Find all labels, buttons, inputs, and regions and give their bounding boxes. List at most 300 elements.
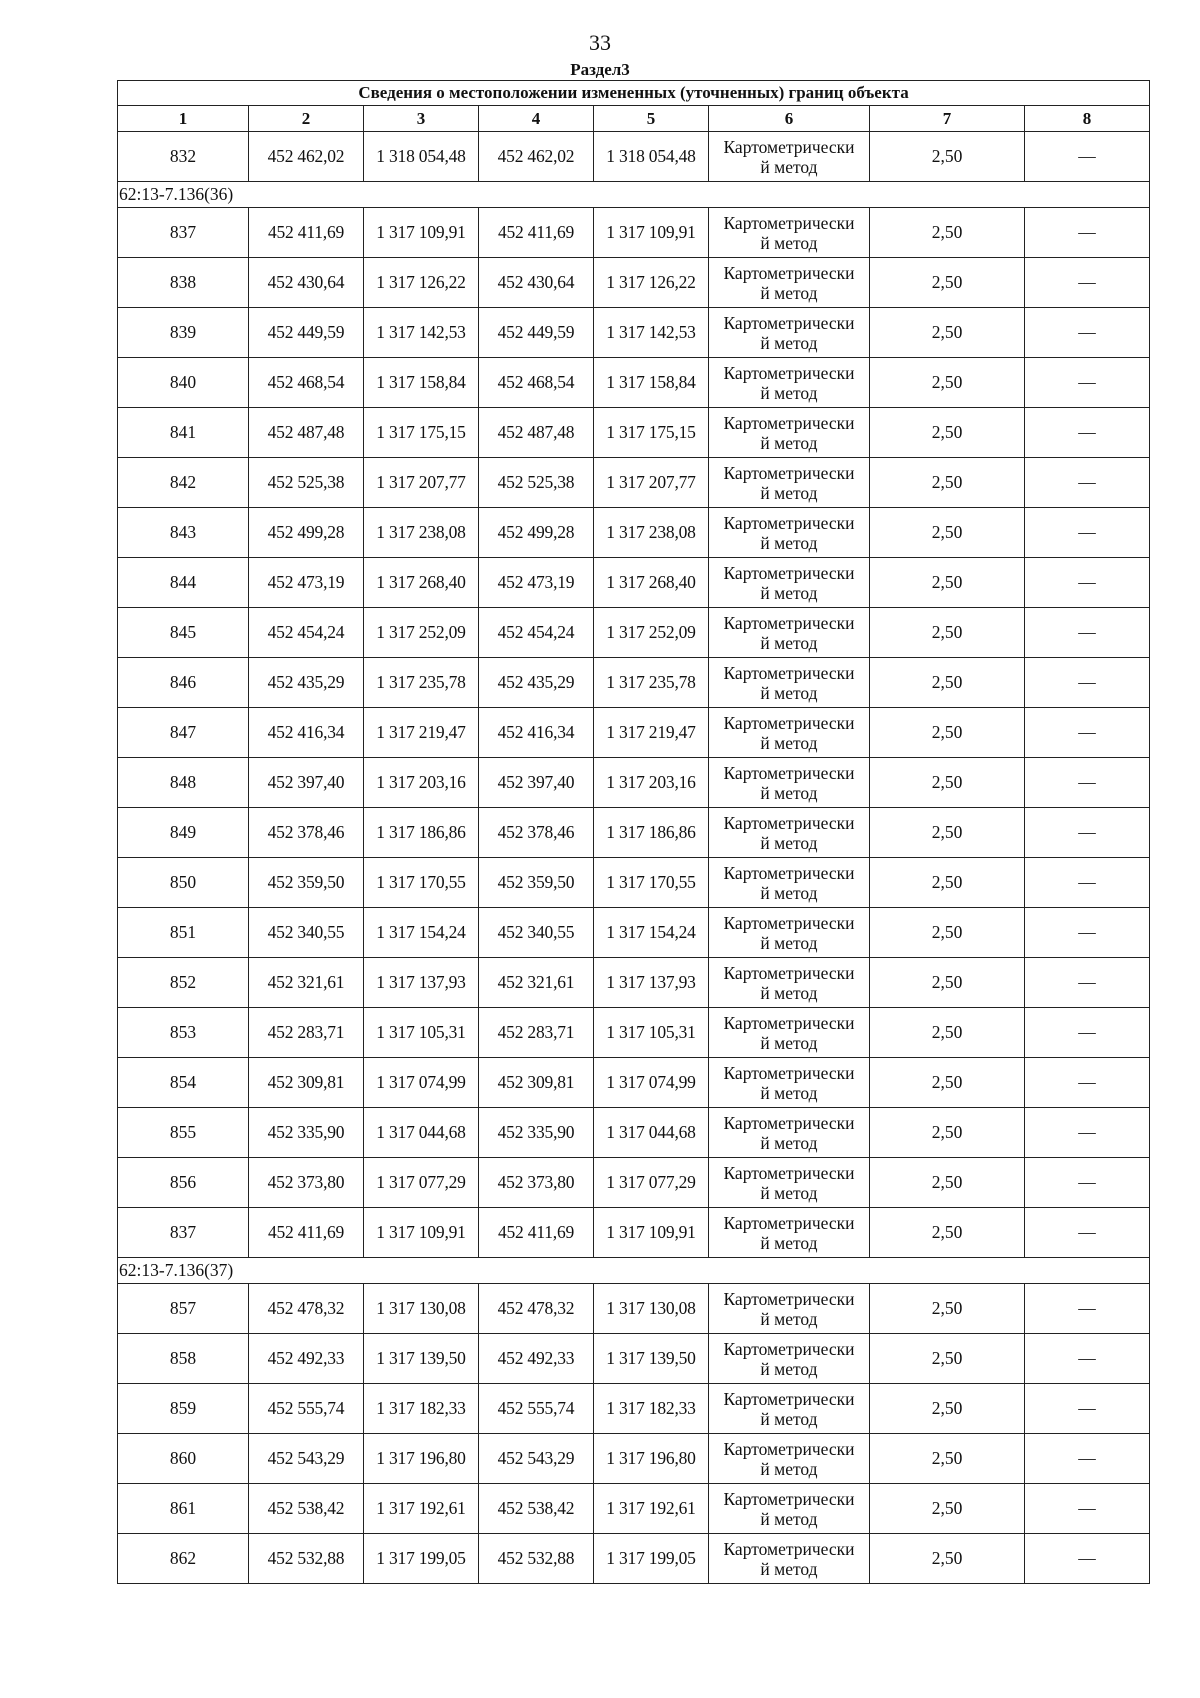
method-line: й метод: [760, 332, 818, 353]
method-line: Картометрически: [723, 312, 855, 333]
existing-y-cell: 1 317 196,80: [364, 1434, 479, 1484]
method-line: Картометрически: [723, 762, 855, 783]
description-cell: —: [1025, 1284, 1150, 1334]
existing-x-cell: 452 532,88: [249, 1534, 364, 1584]
existing-y-cell: 1 317 077,29: [364, 1158, 479, 1208]
existing-x-cell: 452 478,32: [249, 1284, 364, 1334]
table-row: [118, 1334, 1150, 1384]
method-line: Картометрически: [723, 212, 855, 233]
method-line: Картометрически: [723, 712, 855, 733]
method-cell: [709, 132, 870, 182]
table-row: [118, 1484, 1150, 1534]
description-cell: —: [1025, 408, 1150, 458]
refined-y-cell: 1 317 175,15: [594, 408, 709, 458]
table-row: [118, 208, 1150, 258]
table-row: [118, 132, 1150, 182]
table-row: [118, 258, 1150, 308]
description-cell: —: [1025, 1534, 1150, 1584]
method-line: й метод: [760, 432, 818, 453]
method-cell: [709, 658, 870, 708]
table-row: [118, 958, 1150, 1008]
method-cell: [709, 1334, 870, 1384]
method-line: Картометрически: [723, 962, 855, 983]
table-row: [118, 358, 1150, 408]
refined-x-cell: 452 397,40: [479, 758, 594, 808]
table-row: [118, 1108, 1150, 1158]
existing-y-cell: 1 317 235,78: [364, 658, 479, 708]
point-number-cell: 847: [118, 708, 249, 758]
refined-x-cell: 452 373,80: [479, 1158, 594, 1208]
method-line: Картометрически: [723, 912, 855, 933]
description-cell: —: [1025, 1158, 1150, 1208]
accuracy-cell: 2,50: [870, 958, 1025, 1008]
existing-y-cell: 1 317 154,24: [364, 908, 479, 958]
method-line: Картометрически: [723, 262, 855, 283]
method-cell: [709, 408, 870, 458]
table-title: Сведения о местоположении измененных (уточненных) границ объекта: [118, 81, 1150, 106]
point-number-cell: 848: [118, 758, 249, 808]
column-number: 3: [364, 106, 479, 132]
accuracy-cell: 2,50: [870, 258, 1025, 308]
table-row: [118, 608, 1150, 658]
refined-y-cell: 1 317 252,09: [594, 608, 709, 658]
refined-y-cell: 1 317 238,08: [594, 508, 709, 558]
description-cell: —: [1025, 1108, 1150, 1158]
method-cell: [709, 258, 870, 308]
method-cell: [709, 808, 870, 858]
refined-x-cell: 452 309,81: [479, 1058, 594, 1108]
existing-x-cell: 452 340,55: [249, 908, 364, 958]
table-row: [118, 708, 1150, 758]
point-number-cell: 860: [118, 1434, 249, 1484]
method-line: Картометрически: [723, 512, 855, 533]
method-line: Картометрически: [723, 462, 855, 483]
description-cell: —: [1025, 658, 1150, 708]
method-line: Картометрически: [723, 1538, 855, 1559]
existing-x-cell: 452 499,28: [249, 508, 364, 558]
existing-x-cell: 452 525,38: [249, 458, 364, 508]
refined-x-cell: 452 499,28: [479, 508, 594, 558]
accuracy-cell: 2,50: [870, 1008, 1025, 1058]
method-line: й метод: [760, 382, 818, 403]
accuracy-cell: 2,50: [870, 858, 1025, 908]
method-line: й метод: [760, 532, 818, 553]
refined-y-cell: 1 317 137,93: [594, 958, 709, 1008]
accuracy-cell: 2,50: [870, 1108, 1025, 1158]
refined-x-cell: 452 532,88: [479, 1534, 594, 1584]
section-title: Раздел3: [570, 60, 630, 79]
method-line: Картометрически: [723, 1488, 855, 1509]
method-line: Картометрически: [723, 412, 855, 433]
existing-y-cell: 1 317 170,55: [364, 858, 479, 908]
method-cell: [709, 858, 870, 908]
refined-x-cell: 452 473,19: [479, 558, 594, 608]
existing-x-cell: 452 321,61: [249, 958, 364, 1008]
point-number-cell: 844: [118, 558, 249, 608]
method-line: Картометрически: [723, 1212, 855, 1233]
refined-x-cell: 452 525,38: [479, 458, 594, 508]
accuracy-cell: 2,50: [870, 208, 1025, 258]
accuracy-cell: 2,50: [870, 908, 1025, 958]
point-number-cell: 857: [118, 1284, 249, 1334]
existing-x-cell: 452 373,80: [249, 1158, 364, 1208]
refined-y-cell: 1 317 192,61: [594, 1484, 709, 1534]
method-line: й метод: [760, 1132, 818, 1153]
point-number-cell: 843: [118, 508, 249, 558]
refined-y-cell: 1 317 074,99: [594, 1058, 709, 1108]
accuracy-cell: 2,50: [870, 708, 1025, 758]
existing-x-cell: 452 473,19: [249, 558, 364, 608]
method-cell: [709, 308, 870, 358]
existing-x-cell: 452 454,24: [249, 608, 364, 658]
point-number-cell: 861: [118, 1484, 249, 1534]
point-number-cell: 849: [118, 808, 249, 858]
method-line: й метод: [760, 982, 818, 1003]
accuracy-cell: 2,50: [870, 1208, 1025, 1258]
table-row: [118, 1284, 1150, 1334]
method-line: й метод: [760, 1182, 818, 1203]
refined-x-cell: 452 430,64: [479, 258, 594, 308]
point-number-cell: 850: [118, 858, 249, 908]
existing-y-cell: 1 317 199,05: [364, 1534, 479, 1584]
method-line: й метод: [760, 282, 818, 303]
refined-x-cell: 452 462,02: [479, 132, 594, 182]
existing-x-cell: 452 411,69: [249, 1208, 364, 1258]
method-cell: [709, 1058, 870, 1108]
parcel-group-label: 62:13-7.136(37): [118, 1258, 1150, 1284]
method-cell: [709, 608, 870, 658]
accuracy-cell: 2,50: [870, 1284, 1025, 1334]
existing-x-cell: 452 411,69: [249, 208, 364, 258]
method-line: й метод: [760, 682, 818, 703]
existing-y-cell: 1 318 054,48: [364, 132, 479, 182]
existing-x-cell: 452 283,71: [249, 1008, 364, 1058]
method-cell: [709, 1484, 870, 1534]
refined-x-cell: 452 321,61: [479, 958, 594, 1008]
method-line: й метод: [760, 1508, 818, 1529]
table-row: [118, 408, 1150, 458]
method-line: й метод: [760, 732, 818, 753]
existing-x-cell: 452 462,02: [249, 132, 364, 182]
method-line: й метод: [760, 832, 818, 853]
refined-x-cell: 452 487,48: [479, 408, 594, 458]
refined-y-cell: 1 317 182,33: [594, 1384, 709, 1434]
table-row: [118, 1384, 1150, 1434]
existing-x-cell: 452 430,64: [249, 258, 364, 308]
method-line: Картометрически: [723, 612, 855, 633]
point-number-cell: 837: [118, 1208, 249, 1258]
description-cell: —: [1025, 1008, 1150, 1058]
description-cell: —: [1025, 258, 1150, 308]
column-number: 1: [118, 106, 249, 132]
coordinates-table: [117, 80, 1150, 1584]
method-line: й метод: [760, 1358, 818, 1379]
description-cell: —: [1025, 208, 1150, 258]
table-row: [118, 458, 1150, 508]
group-header-row: [118, 182, 1150, 208]
existing-y-cell: 1 317 219,47: [364, 708, 479, 758]
method-line: Картометрически: [723, 136, 855, 157]
point-number-cell: 858: [118, 1334, 249, 1384]
accuracy-cell: 2,50: [870, 508, 1025, 558]
method-line: й метод: [760, 232, 818, 253]
method-line: й метод: [760, 1408, 818, 1429]
existing-y-cell: 1 317 044,68: [364, 1108, 479, 1158]
table-row: [118, 508, 1150, 558]
refined-x-cell: 452 449,59: [479, 308, 594, 358]
description-cell: —: [1025, 958, 1150, 1008]
method-line: Картометрически: [723, 362, 855, 383]
accuracy-cell: 2,50: [870, 1158, 1025, 1208]
point-number-cell: 842: [118, 458, 249, 508]
description-cell: —: [1025, 358, 1150, 408]
method-cell: [709, 758, 870, 808]
description-cell: —: [1025, 1384, 1150, 1434]
description-cell: —: [1025, 508, 1150, 558]
accuracy-cell: 2,50: [870, 1534, 1025, 1584]
description-cell: —: [1025, 1058, 1150, 1108]
description-cell: —: [1025, 458, 1150, 508]
refined-x-cell: 452 538,42: [479, 1484, 594, 1534]
refined-y-cell: 1 317 199,05: [594, 1534, 709, 1584]
column-number: 6: [709, 106, 870, 132]
point-number-cell: 859: [118, 1384, 249, 1434]
existing-y-cell: 1 317 105,31: [364, 1008, 479, 1058]
column-number: 2: [249, 106, 364, 132]
refined-y-cell: 1 318 054,48: [594, 132, 709, 182]
column-number: 5: [594, 106, 709, 132]
accuracy-cell: 2,50: [870, 1434, 1025, 1484]
page-number: 33: [589, 30, 611, 55]
point-number-cell: 855: [118, 1108, 249, 1158]
point-number-cell: 841: [118, 408, 249, 458]
group-header-row: [118, 1258, 1150, 1284]
method-line: Картометрически: [723, 1338, 855, 1359]
method-line: Картометрически: [723, 1162, 855, 1183]
existing-y-cell: 1 317 192,61: [364, 1484, 479, 1534]
point-number-cell: 846: [118, 658, 249, 708]
existing-x-cell: 452 378,46: [249, 808, 364, 858]
table-row: [118, 808, 1150, 858]
refined-y-cell: 1 317 186,86: [594, 808, 709, 858]
point-number-cell: 837: [118, 208, 249, 258]
point-number-cell: 862: [118, 1534, 249, 1584]
method-cell: [709, 1008, 870, 1058]
table-body: [118, 132, 1150, 1584]
refined-x-cell: 452 411,69: [479, 1208, 594, 1258]
method-cell: [709, 1534, 870, 1584]
column-number: 7: [870, 106, 1025, 132]
method-line: й метод: [760, 1232, 818, 1253]
refined-y-cell: 1 317 142,53: [594, 308, 709, 358]
column-number: 4: [479, 106, 594, 132]
existing-y-cell: 1 317 126,22: [364, 258, 479, 308]
accuracy-cell: 2,50: [870, 308, 1025, 358]
method-cell: [709, 558, 870, 608]
method-line: й метод: [760, 482, 818, 503]
table-row: [118, 758, 1150, 808]
point-number-cell: 839: [118, 308, 249, 358]
method-line: Картометрически: [723, 562, 855, 583]
accuracy-cell: 2,50: [870, 1384, 1025, 1434]
table-row: [118, 1434, 1150, 1484]
description-cell: —: [1025, 708, 1150, 758]
method-line: Картометрически: [723, 1388, 855, 1409]
description-cell: —: [1025, 1484, 1150, 1534]
refined-y-cell: 1 317 154,24: [594, 908, 709, 958]
accuracy-cell: 2,50: [870, 408, 1025, 458]
existing-x-cell: 452 492,33: [249, 1334, 364, 1384]
method-line: Картометрически: [723, 812, 855, 833]
method-line: й метод: [760, 932, 818, 953]
existing-y-cell: 1 317 158,84: [364, 358, 479, 408]
refined-x-cell: 452 411,69: [479, 208, 594, 258]
point-number-cell: 856: [118, 1158, 249, 1208]
method-line: й метод: [760, 882, 818, 903]
method-cell: [709, 958, 870, 1008]
refined-x-cell: 452 435,29: [479, 658, 594, 708]
existing-x-cell: 452 416,34: [249, 708, 364, 758]
refined-x-cell: 452 468,54: [479, 358, 594, 408]
method-cell: [709, 1384, 870, 1434]
table-row: [118, 658, 1150, 708]
refined-y-cell: 1 317 196,80: [594, 1434, 709, 1484]
table-row: [118, 908, 1150, 958]
description-cell: —: [1025, 608, 1150, 658]
method-line: Картометрически: [723, 862, 855, 883]
refined-y-cell: 1 317 203,16: [594, 758, 709, 808]
column-number: 8: [1025, 106, 1150, 132]
description-cell: —: [1025, 308, 1150, 358]
description-cell: —: [1025, 1434, 1150, 1484]
existing-x-cell: 452 543,29: [249, 1434, 364, 1484]
refined-y-cell: 1 317 105,31: [594, 1008, 709, 1058]
point-number-cell: 832: [118, 132, 249, 182]
refined-y-cell: 1 317 126,22: [594, 258, 709, 308]
method-cell: [709, 208, 870, 258]
refined-y-cell: 1 317 219,47: [594, 708, 709, 758]
existing-x-cell: 452 397,40: [249, 758, 364, 808]
accuracy-cell: 2,50: [870, 132, 1025, 182]
column-number-row: [118, 106, 1150, 132]
method-line: й метод: [760, 1082, 818, 1103]
method-line: й метод: [760, 1558, 818, 1579]
table-row: [118, 308, 1150, 358]
refined-x-cell: 452 478,32: [479, 1284, 594, 1334]
description-cell: —: [1025, 1208, 1150, 1258]
existing-y-cell: 1 317 268,40: [364, 558, 479, 608]
accuracy-cell: 2,50: [870, 458, 1025, 508]
table-row: [118, 1208, 1150, 1258]
accuracy-cell: 2,50: [870, 808, 1025, 858]
existing-y-cell: 1 317 207,77: [364, 458, 479, 508]
method-line: Картометрически: [723, 1062, 855, 1083]
parcel-group-label: 62:13-7.136(36): [118, 182, 1150, 208]
description-cell: —: [1025, 558, 1150, 608]
existing-x-cell: 452 538,42: [249, 1484, 364, 1534]
refined-y-cell: 1 317 268,40: [594, 558, 709, 608]
method-line: й метод: [760, 156, 818, 177]
table-title-row: [118, 81, 1150, 106]
method-cell: [709, 1434, 870, 1484]
existing-x-cell: 452 359,50: [249, 858, 364, 908]
table-row: [118, 1008, 1150, 1058]
existing-x-cell: 452 435,29: [249, 658, 364, 708]
method-line: Картометрически: [723, 1112, 855, 1133]
method-line: Картометрически: [723, 662, 855, 683]
description-cell: —: [1025, 908, 1150, 958]
description-cell: —: [1025, 132, 1150, 182]
refined-x-cell: 452 543,29: [479, 1434, 594, 1484]
method-line: й метод: [760, 1308, 818, 1329]
accuracy-cell: 2,50: [870, 558, 1025, 608]
point-number-cell: 853: [118, 1008, 249, 1058]
accuracy-cell: 2,50: [870, 608, 1025, 658]
refined-x-cell: 452 555,74: [479, 1384, 594, 1434]
method-cell: [709, 908, 870, 958]
existing-y-cell: 1 317 137,93: [364, 958, 479, 1008]
table-row: [118, 1158, 1150, 1208]
method-cell: [709, 358, 870, 408]
refined-y-cell: 1 317 235,78: [594, 658, 709, 708]
refined-y-cell: 1 317 044,68: [594, 1108, 709, 1158]
refined-y-cell: 1 317 109,91: [594, 208, 709, 258]
method-line: й метод: [760, 1032, 818, 1053]
refined-x-cell: 452 454,24: [479, 608, 594, 658]
method-line: Картометрически: [723, 1438, 855, 1459]
accuracy-cell: 2,50: [870, 1058, 1025, 1108]
refined-x-cell: 452 416,34: [479, 708, 594, 758]
existing-y-cell: 1 317 142,53: [364, 308, 479, 358]
method-cell: [709, 508, 870, 558]
table-row: [118, 858, 1150, 908]
method-cell: [709, 1108, 870, 1158]
description-cell: —: [1025, 808, 1150, 858]
description-cell: —: [1025, 758, 1150, 808]
existing-x-cell: 452 487,48: [249, 408, 364, 458]
point-number-cell: 852: [118, 958, 249, 1008]
accuracy-cell: 2,50: [870, 658, 1025, 708]
method-line: Картометрически: [723, 1012, 855, 1033]
method-cell: [709, 1284, 870, 1334]
method-cell: [709, 458, 870, 508]
existing-y-cell: 1 317 074,99: [364, 1058, 479, 1108]
refined-y-cell: 1 317 077,29: [594, 1158, 709, 1208]
refined-x-cell: 452 359,50: [479, 858, 594, 908]
refined-x-cell: 452 492,33: [479, 1334, 594, 1384]
method-line: й метод: [760, 1458, 818, 1479]
accuracy-cell: 2,50: [870, 758, 1025, 808]
method-cell: [709, 1208, 870, 1258]
refined-y-cell: 1 317 207,77: [594, 458, 709, 508]
existing-y-cell: 1 317 130,08: [364, 1284, 479, 1334]
existing-x-cell: 452 335,90: [249, 1108, 364, 1158]
refined-x-cell: 452 283,71: [479, 1008, 594, 1058]
table-row: [118, 558, 1150, 608]
method-cell: [709, 708, 870, 758]
accuracy-cell: 2,50: [870, 1334, 1025, 1384]
accuracy-cell: 2,50: [870, 1484, 1025, 1534]
refined-y-cell: 1 317 139,50: [594, 1334, 709, 1384]
existing-x-cell: 452 555,74: [249, 1384, 364, 1434]
existing-y-cell: 1 317 238,08: [364, 508, 479, 558]
existing-x-cell: 452 449,59: [249, 308, 364, 358]
method-line: й метод: [760, 782, 818, 803]
existing-y-cell: 1 317 109,91: [364, 1208, 479, 1258]
point-number-cell: 845: [118, 608, 249, 658]
existing-y-cell: 1 317 203,16: [364, 758, 479, 808]
point-number-cell: 851: [118, 908, 249, 958]
